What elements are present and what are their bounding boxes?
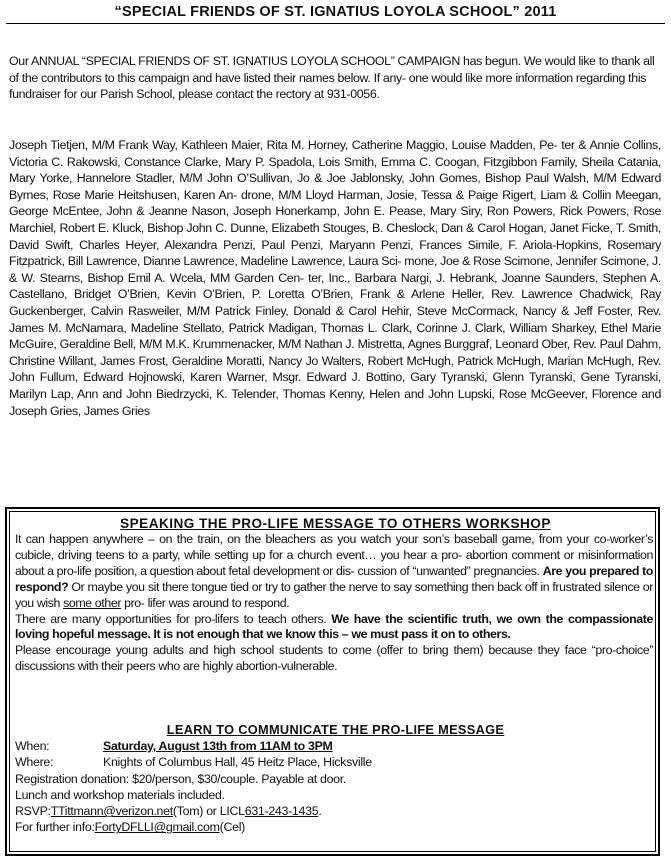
where-row xyxy=(15,754,635,770)
rsvp-mid: (Tom) or LICL xyxy=(172,804,245,819)
info-prefix: For further info: xyxy=(15,820,95,835)
lunch-row: Lunch and workshop materials included. xyxy=(15,787,225,802)
p1-text-c: pro- lifer was around to respond. xyxy=(121,595,290,610)
workshop-body xyxy=(15,532,653,675)
page-title: “SPECIAL FRIENDS OF ST. IGNATIUS LOYOLA SCHOOL” 2011 xyxy=(114,4,557,20)
p2-text-a: There are many opportunities for pro-lifers to teach others. xyxy=(15,611,332,626)
workshop-paragraph-3: Please encourage young adults and high school students to come (offer to bring them) because they face “pro-choice” discussions with their peers who are highly abortion-vulnerable. xyxy=(15,643,653,674)
info-end: (Cel) xyxy=(219,820,245,835)
p2-bold-message: We have the scientific truth, we own the compassionate loving hopeful message. It is not enough that we know this – we must pass it on to others. xyxy=(15,611,653,642)
where-label: Where: xyxy=(15,755,54,770)
when-value: Saturday, August 13th from 11AM to 3PM xyxy=(103,739,333,753)
where-value: Knights of Columbus Hall, 45 Heitz Place, Hicksville xyxy=(103,755,372,770)
info-row xyxy=(15,819,635,835)
event-details xyxy=(15,738,635,836)
rsvp-phone-link[interactable]: 631-243-1435 xyxy=(244,804,319,819)
info-email-link[interactable]: FortyDFLLI@gmail.com xyxy=(94,820,220,835)
contributor-names: Joseph Tietjen, M/M Frank Way, Kathleen Maier, Rita M. Horney, Catherine Maggio, Louise Madden, Pe- ter & Annie Collins, Victoria C. Rakowski, Constance Clarke, Mary P. Spadola, Lois Smith, Emma C. Coogan, Fitzgibbon Family, Sheila Catania, Mary Yorke, Hannelore Stadler, M/M John O’Sullivan, Jo & Joe Jablonsky, John Gomes, Bishop Paul Walsh, M/M Edward Byrnes, Rose Marie Heitshusen, Karen An- drone, M/M Lloyd Harman, Josie, Tessa & Paige Rigert, Liam & Collin Meegan, George McEntee, John & Jeanne Nason, Joseph Honerkamp, John E. Pease, Mary Siry, Ron Powers, Rick Powers, Rose Marchiel, Robert E. Kluck, Bishop John C. Dunne, Elizabeth Stouges, B. Cheslock, Dan & Carol Hogan, Janet Ficke, T. Smith, David Swift, Charles Heyer, Alexandra Penzi, Paul Penzi, Maryann Penzi, Frances Simile, F. Ariola-Hopkins, Rosemary Fitzpatrick, Bill Lawrence, Dianne Lawrence, Madeline Lawrence, Laura Sci- mone, Joe & Rose Scimone, Jennifer Scimone, J. & W. Stearns, Bishop Emil A. Wcela, MM Garden Cen- ter, Inc., Barbara Nargi, J. Hebrank, Joanne Saunders, Stephen A. Castellano, Bridget O’Brien, Kevin O’Brien, P. Loretta O’Brien, Frank & Arlene Heller, Rev. Lawrence Chadwick, Ray Guckenberger, Calvin Rasweiler, M/M Patrick Finley, Donald & Carol Hehir, Steve McCormack, Nancy & Jeff Foster, Rev. James M. McNamara, Madeline Stellato, Patrick Madigan, Thomas L. Clark, Corinne J. Clark, William Sharkey, Ethel Marie McGuire, Geraldine Bell, M/M M.K. Krummenacker, M/M Nathan J. Mistretta, Agnes Burggraf, Leonard Ober, Rev. Paul Dahm, Christine Willant, James Frost, Geraldine Moratti, Nancy Jo Walters, Robert McHugh, Patrick McHugh, Marian McHugh, Rev. John Fullum, Edward Hojnowski, Karen Warner, Msgr. Edward J. Bottino, Gary Tyranski, Glenn Tyranski, Gene Tyranski, Marilyn Lap, Ann and John Biedrzycki, K. Telender, Thomas Kenny, Helen and John Lupski, Rose McGeever, Florence and Joseph Gries, James Gries xyxy=(9,138,661,418)
rsvp-row xyxy=(15,803,635,819)
p1-underlined: some other xyxy=(63,595,122,610)
intro-paragraph: Our ANNUAL “SPECIAL FRIENDS OF ST. IGNATIUS LOYOLA SCHOOL” CAMPAIGN has begun. We would like to thank all of the contributors to this campaign and have listed their names below. If any- one would like more information regarding this fundraiser for our Parish School, please contact the rectory at 931-0056. xyxy=(9,54,655,101)
workshop-paragraph-1 xyxy=(15,532,653,612)
p1-text-a: It can happen anywhere – on the train, on the bleachers as you watch your son’s baseball game, from your co-worker’s cubicle, driving teens to a party, while setting up for a church event… you hear a pro- abortion comment or misinformation about a pro-life position, a question about fetal development or dis- cussion of “unwanted” pregnancies. xyxy=(15,532,653,578)
workshop-paragraph-2 xyxy=(15,612,653,644)
when-row xyxy=(15,738,635,754)
rsvp-email-link[interactable]: TTittmann@verizon.net xyxy=(50,804,173,819)
p1-bold-question: Are you prepared to respond? xyxy=(15,563,653,594)
learn-heading: LEARN TO COMMUNICATE THE PRO-LIFE MESSAGE xyxy=(166,722,505,737)
rsvp-prefix: RSVP: xyxy=(15,804,51,819)
workshop-heading: SPEAKING THE PRO-LIFE MESSAGE TO OTHERS WORKSHOP xyxy=(120,516,551,531)
rsvp-end: . xyxy=(318,804,322,819)
p1-text-b: Or maybe you sit there tongue tied or try to gather the nerve to say something then back off in frustrated silence or you wish xyxy=(15,579,653,610)
title-divider xyxy=(6,23,665,24)
when-label: When: xyxy=(15,739,50,753)
registration-row: Registration donation: $20/person, $30/couple. Payable at door. xyxy=(15,771,347,786)
